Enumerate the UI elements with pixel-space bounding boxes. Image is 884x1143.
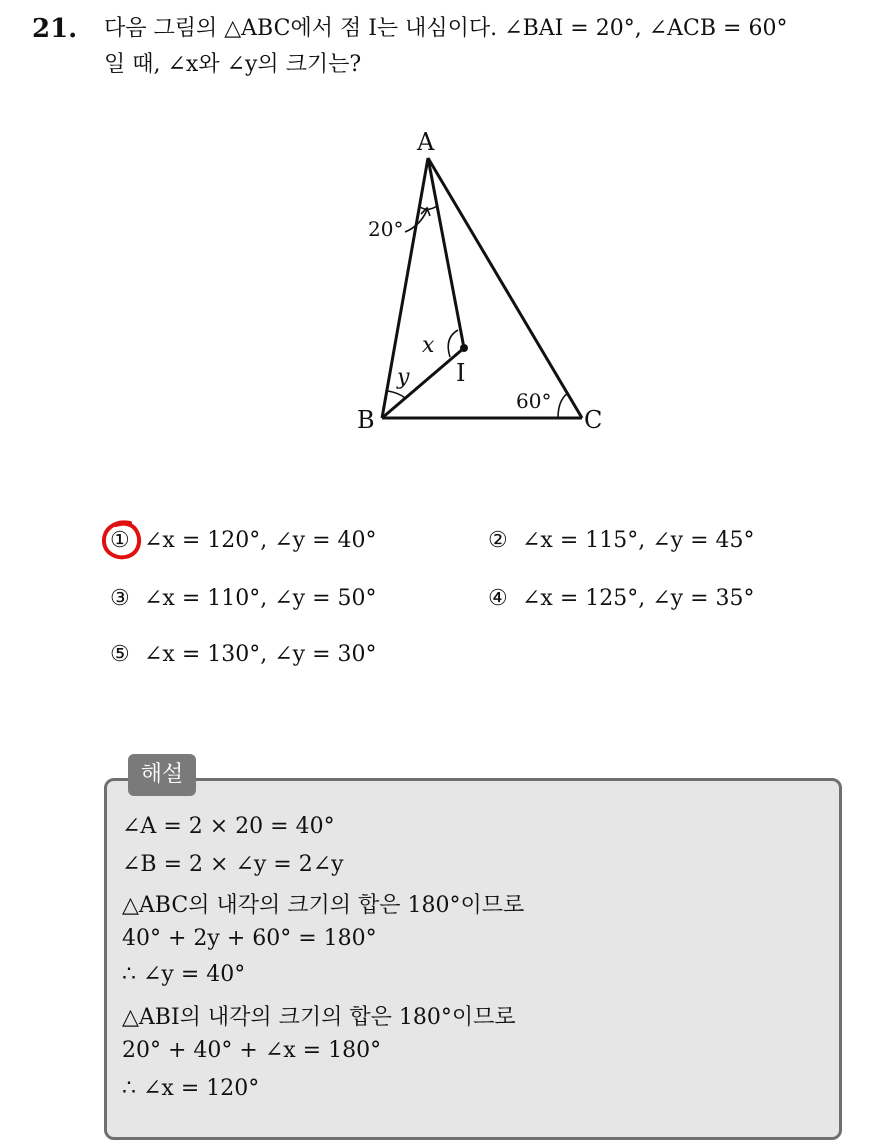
solution-line: ∠B = 2 × ∠y = 2∠y	[122, 852, 344, 877]
angle-a-arc	[420, 206, 437, 209]
choice-2[interactable]	[488, 528, 755, 553]
solution-line: △ABI의 내각의 크기의 합은 180°이므로	[122, 1005, 516, 1030]
choice-number: ②	[488, 528, 508, 553]
vertex-c-label: C	[584, 406, 603, 434]
incenter-label: I	[456, 359, 466, 387]
side-ac	[428, 158, 582, 418]
question-text-line-2: 일 때, ∠x와 ∠y의 크기는?	[104, 52, 362, 77]
choice-text: ∠x = 125°, ∠y = 35°	[522, 586, 755, 611]
angle-x-label: x	[422, 333, 435, 358]
choice-text: ∠x = 130°, ∠y = 30°	[144, 642, 377, 667]
choice-text: ∠x = 110°, ∠y = 50°	[144, 586, 377, 611]
incenter-point	[460, 344, 468, 352]
choice-text: ∠x = 120°, ∠y = 40°	[144, 528, 377, 553]
answer-circle-mark	[100, 518, 144, 562]
choice-4[interactable]	[488, 586, 755, 611]
choice-5[interactable]	[110, 642, 377, 667]
vertex-a-label: A	[417, 128, 435, 156]
solution-tab: 해설	[128, 754, 196, 796]
choice-number: ③	[110, 586, 130, 611]
angle-y-label: y	[397, 365, 410, 390]
choice-number: ①	[110, 528, 130, 553]
solution-line: ∴ ∠y = 40°	[122, 962, 246, 987]
solution-line: ∠A = 2 × 20 = 40°	[122, 814, 335, 839]
solution-line: 20° + 40° + ∠x = 180°	[122, 1038, 382, 1063]
choice-3[interactable]	[110, 586, 377, 611]
choice-text: ∠x = 115°, ∠y = 45°	[522, 528, 755, 553]
angle-c-label: 60°	[516, 389, 552, 413]
choice-number: ④	[488, 586, 508, 611]
solution-line: ∴ ∠x = 120°	[122, 1076, 260, 1101]
angle-a-label: 20°	[368, 217, 404, 241]
triangle-figure	[0, 0, 884, 480]
angle-y-arc	[388, 391, 405, 398]
choice-1[interactable]	[110, 528, 377, 553]
question-text-line-1: 다음 그림의 △ABC에서 점 I는 내심이다. ∠BAI = 20°, ∠ACB = 60°	[104, 16, 788, 41]
segment-bi	[382, 348, 464, 418]
angle-c-arc	[558, 393, 568, 418]
solution-line: △ABC의 내각의 크기의 합은 180°이므로	[122, 893, 525, 918]
vertex-b-label: B	[357, 406, 375, 434]
choice-number: ⑤	[110, 642, 130, 667]
question-number: 21.	[32, 14, 78, 44]
solution-line: 40° + 2y + 60° = 180°	[122, 926, 377, 951]
